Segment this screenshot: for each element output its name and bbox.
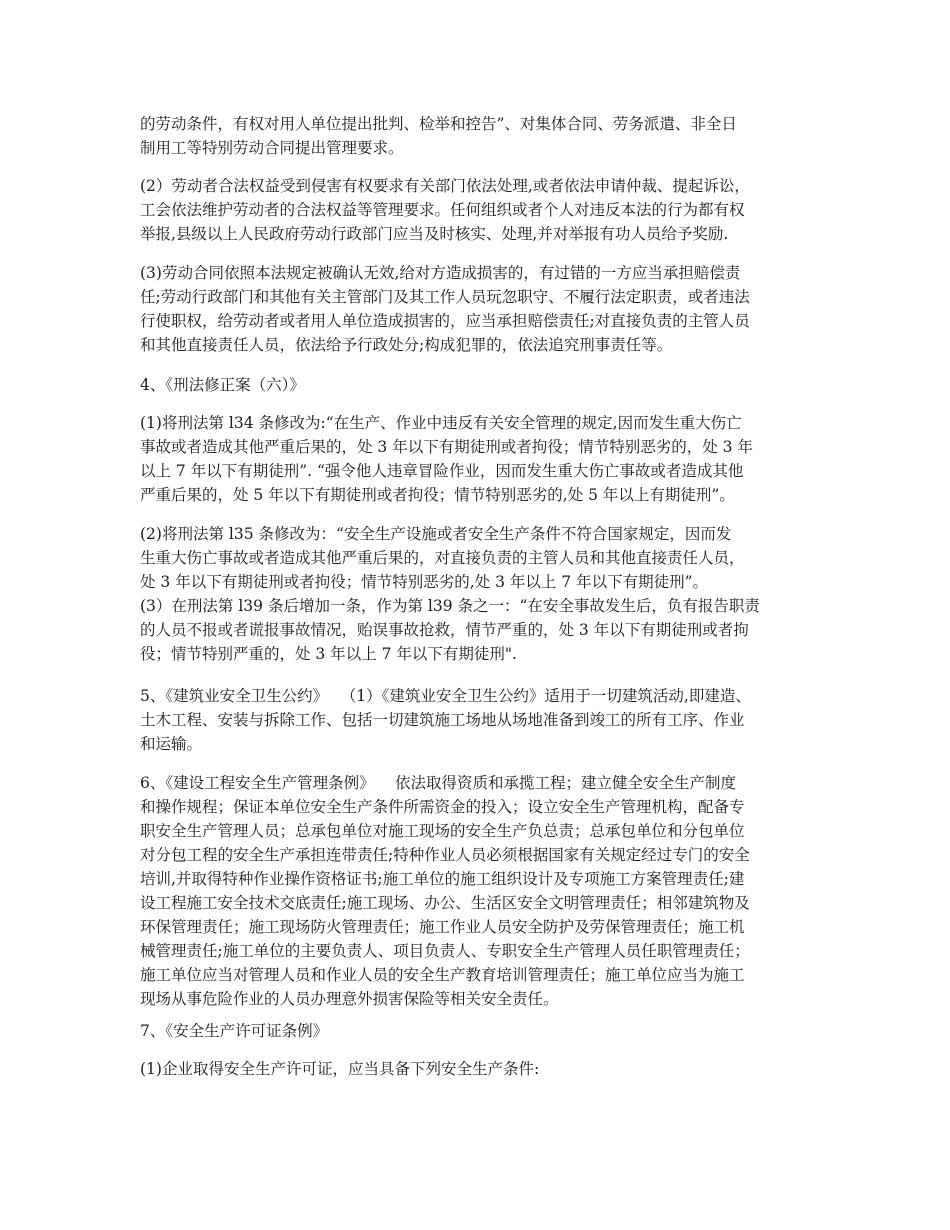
text-line: 任;劳动行政部门和其他有关主管部门及其工作人员玩忽职守、不履行法定职责，或者违法: [140, 288, 750, 306]
text-line: 5、《建筑业安全卫生公约》 （1）《建筑业安全卫生公约》适用于一切建筑活动,即建造、: [140, 687, 751, 705]
paragraph-license-conditions: [140, 1057, 812, 1081]
text-line: 和操作规程；保证本单位安全生产条件所需资金的投入；设立安全生产管理机构，配备专: [140, 798, 745, 816]
text-line: (3)劳动合同依照本法规定被确认无效,给对方造成损害的，有过错的一方应当承担赔偿责: [140, 264, 741, 282]
text-line: 以上 7 年以下有期徒刑”. “强令他人违章冒险作业，因而发生重大伤亡事故或者造成其他: [140, 462, 744, 480]
text-line: 现场从事危险作业的人员办理意外损害保险等相关安全责任。: [140, 990, 559, 1008]
paragraph-labor-conditions: [140, 112, 812, 160]
paragraph-item-3-contract: [140, 261, 812, 357]
text-line: 处 3 年以下有期徒刑或者拘役；情节特别恶劣的,处 3 年以上 7 年以下有期徒刑”。: [140, 573, 709, 591]
text-line: 行使职权，给劳动者或者用人单位造成损害的，应当承担赔偿责任;对直接负责的主管人员: [140, 312, 750, 330]
text-line: (1)将刑法第 l34 条修改为:“在生产、作业中违反有关安全管理的规定,因而发生重大伤亡: [140, 414, 742, 432]
text-line: (2)将刑法第 l35 条修改为：“安全生产设施或者安全生产条件不符合国家规定，因而发: [140, 525, 732, 543]
text-line: 举报,县级以上人民政府劳动行政部门应当及时核实、处理,并对举报有功人员给予奖励.: [140, 225, 729, 243]
text-line: 和其他直接责任人员，依法给予行政处分;构成犯罪的，依法追究刑事责任等。: [140, 336, 673, 354]
text-line: 制用工等特别劳动合同提出管理要求。: [140, 139, 404, 157]
section-heading-7: [140, 1019, 812, 1043]
text-line: 环保管理责任；施工现场防火管理责任；施工作业人员安全防护及劳保管理责任；施工机: [140, 918, 745, 936]
section-heading-text: 7、《安全生产许可证条例》: [140, 1022, 329, 1040]
text-line: 械管理责任;施工单位的主要负责人、项目负责人、专职安全生产管理人员任职管理责任；: [140, 942, 750, 960]
text-line: (3）在刑法第 l39 条后增加一条，作为第 l39 条之一：“在安全事故发生后，负有报告职责: [140, 597, 760, 615]
paragraph-criminal-law-134: [140, 411, 812, 507]
text-line: (1)企业取得安全生产许可证，应当具备下列安全生产条件:: [140, 1060, 540, 1078]
section-heading-text: 4、《刑法修正案（六）》: [140, 376, 305, 394]
text-line: 的劳动条件，有权对用人单位提出批判、检举和控告”、对集体合同、劳务派遣、非全日: [140, 115, 737, 133]
text-line: (2）劳动者合法权益受到侵害有权要求有关部门依法处理,或者依法申请仲裁、提起诉讼，: [140, 177, 750, 195]
text-line: 和运输。: [140, 735, 203, 753]
text-line: 培训,并取得特种作业操作资格证书;施工单位的施工组织设计及专项施工方案管理责任;建: [140, 870, 745, 888]
section-heading-4: [140, 373, 812, 397]
text-line: 事故或者造成其他严重后果的，处 3 年以下有期徒刑或者拘役；情节特别恶劣的，处 3 年: [140, 438, 753, 456]
paragraph-section-6: [140, 771, 812, 1011]
text-line: 严重后果的，处 5 年以下有期徒刑或者拘役；情节特别恶劣的,处 5 年以上有期徒刑”。: [140, 486, 735, 504]
text-line: 设工程施工安全技术交底责任;施工现场、办公、生活区安全文明管理责任；相邻建筑物及: [140, 894, 750, 912]
paragraph-criminal-law-135-139: [140, 522, 812, 666]
paragraph-section-5: [140, 684, 812, 756]
text-line: 的人员不报或者谎报事故情况，贻误事故抢救，情节严重的，处 3 年以下有期徒刑或者拘: [140, 621, 749, 639]
text-line: 工会依法维护劳动者的合法权益等管理要求。任何组织或者个人对违反本法的行为都有权: [140, 201, 745, 219]
text-line: 对分包工程的安全生产承担连带责任;特种作业人员必须根据国家有关规定经过专门的安全: [140, 846, 750, 864]
text-line: 土木工程、安装与拆除工作、包括一切建筑施工场地从场地准备到竣工的所有工序、作业: [140, 711, 745, 729]
text-line: 职安全生产管理人员；总承包单位对施工现场的安全生产负总责；总承包单位和分包单位: [140, 822, 745, 840]
text-line: 生重大伤亡事故或者造成其他严重后果的，对直接负责的主管人员和其他直接责任人员，: [140, 549, 745, 567]
text-line: 役；情节特别严重的，处 3 年以上 7 年以下有期徒刑".: [140, 645, 517, 663]
text-line: 施工单位应当对管理人员和作业人员的安全生产教育培训管理责任；施工单位应当为施工: [140, 966, 745, 984]
paragraph-item-2-rights: [140, 174, 812, 246]
text-line: 6、《建设工程安全生产管理条例》 依法取得资质和承揽工程；建立健全安全生产制度: [140, 774, 737, 792]
